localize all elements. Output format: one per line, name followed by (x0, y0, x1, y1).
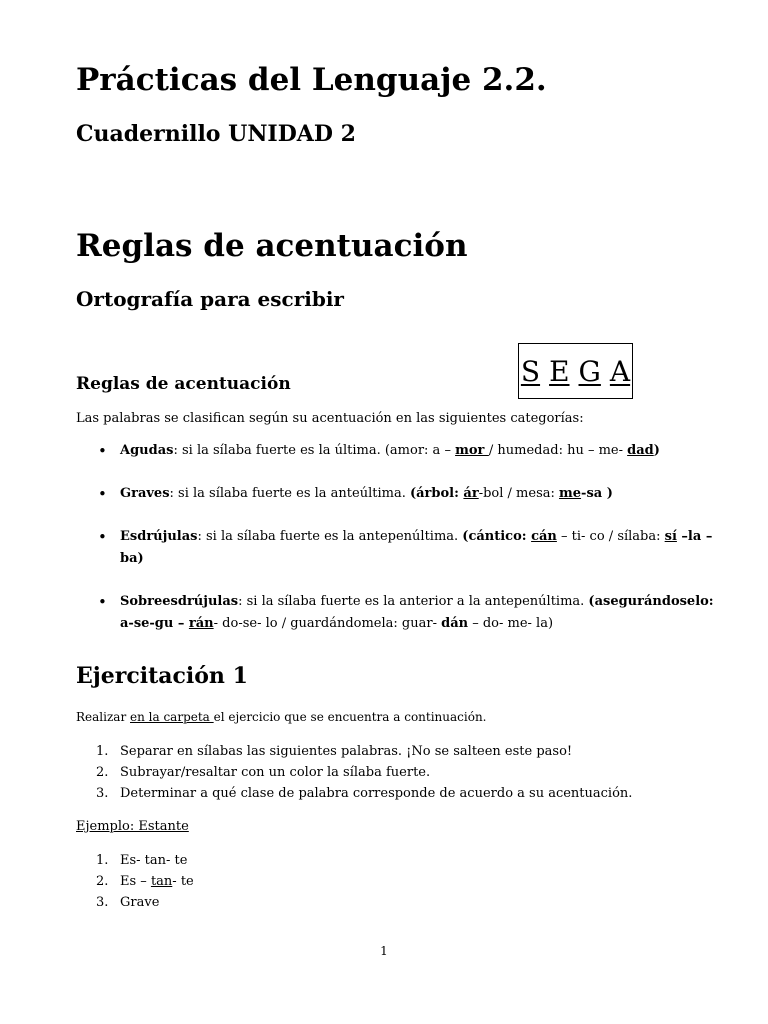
step-number: 3. (96, 895, 109, 910)
stressed-syllable: tan (150, 874, 173, 889)
page-number: 1 (380, 944, 388, 958)
example-text: -sa ) (581, 486, 613, 501)
rule-example (385, 443, 660, 458)
exercise-instruction (76, 710, 487, 724)
step-text: Grave (120, 895, 160, 910)
section-title: Reglas de acentuación (76, 228, 468, 264)
section-subtitle: Ortografía para escribir (76, 287, 344, 311)
instruction-text: Realizar (76, 710, 130, 724)
rule-term: Agudas (120, 443, 174, 458)
instruction-text: el ejercicio que se encuentra a continuación. (213, 710, 487, 724)
step-number: 3. (96, 786, 109, 801)
example-step-item (96, 871, 696, 892)
rule-definition: : si la sílaba fuerte es la última. (173, 443, 385, 458)
stressed-syllable: mor (455, 443, 489, 458)
step-item (96, 783, 696, 804)
step-item (96, 741, 696, 762)
rule-definition: : si la sílaba fuerte es la anterior a la antepenúltima. (238, 594, 589, 609)
sega-letter-s: S (520, 354, 541, 388)
example-text: – do- me- la) (468, 616, 554, 631)
stressed-syllable: sí (664, 529, 677, 544)
example-step-item (96, 850, 696, 871)
stressed-syllable: rán (188, 616, 214, 631)
step-number: 1. (96, 744, 109, 759)
step-text: Es – (120, 874, 151, 889)
rule-term: Sobreesdrújulas (120, 594, 239, 609)
stressed-syllable: cán (531, 529, 557, 544)
stressed-syllable: ár (463, 486, 479, 501)
step-item (96, 762, 696, 783)
rule-term: Esdrújulas (120, 529, 198, 544)
rule-esdrujulas (96, 526, 720, 570)
rule-agudas (96, 440, 720, 462)
example-steps-list (96, 850, 696, 913)
document-title: Prácticas del Lenguaje 2.2. (76, 62, 547, 98)
example-text: -bol / mesa: (478, 486, 560, 501)
document-subtitle: Cuadernillo UNIDAD 2 (76, 121, 356, 147)
example-text: (árbol: (409, 486, 464, 501)
example-text: (asegurándoselo: a-se-gu – (120, 594, 714, 631)
sega-letter-e: E (549, 354, 570, 388)
instruction-emphasis: en la carpeta (130, 710, 214, 724)
step-number: 1. (96, 853, 109, 868)
rule-graves (96, 483, 720, 505)
step-text: Separar en sílabas las siguientes palabras. ¡No se salteen este paso! (120, 744, 573, 759)
example-text: / humedad: hu – me- (488, 443, 628, 458)
step-text: Determinar a qué clase de palabra corresponde de acuerdo a su acentuación. (120, 786, 633, 801)
example-step-item (96, 892, 696, 913)
steps-list (96, 741, 696, 804)
rules-heading: Reglas de acentuación (76, 374, 291, 394)
example-text: –la –ba) (120, 529, 713, 566)
step-text: - te (172, 874, 194, 889)
stressed-syllable: dad (627, 443, 654, 458)
sega-letter-g: G (578, 354, 601, 388)
rule-definition: : si la sílaba fuerte es la anteúltima. (169, 486, 410, 501)
rule-sobreesdrujulas (96, 591, 720, 635)
step-text: Subrayar/resaltar con un color la sílaba fuerte. (120, 765, 431, 780)
example-text: - do-se- lo / guardándomela: guar- (213, 616, 442, 631)
sega-box (518, 343, 633, 399)
rule-definition: : si la sílaba fuerte es la antepenúltima. (197, 529, 463, 544)
step-number: 2. (96, 874, 109, 889)
rules-list (96, 440, 720, 656)
example-text: – ti- co / sílaba: (556, 529, 665, 544)
step-text: Es- tan- te (120, 853, 188, 868)
step-number: 2. (96, 765, 109, 780)
rule-example (410, 486, 613, 501)
rules-intro: Las palabras se clasifican según su acentuación en las siguientes categorías: (76, 411, 584, 426)
rule-term: Graves (120, 486, 170, 501)
stressed-syllable: dán (441, 616, 469, 631)
exercise-title: Ejercitación 1 (76, 663, 248, 689)
example-text: ) (653, 443, 660, 458)
stressed-syllable: me (559, 486, 582, 501)
example-label: Ejemplo: Estante (76, 819, 189, 834)
example-text: (cántico: (462, 529, 532, 544)
example-text: (amor: a – (384, 443, 456, 458)
sega-letter-a: A (609, 354, 631, 388)
